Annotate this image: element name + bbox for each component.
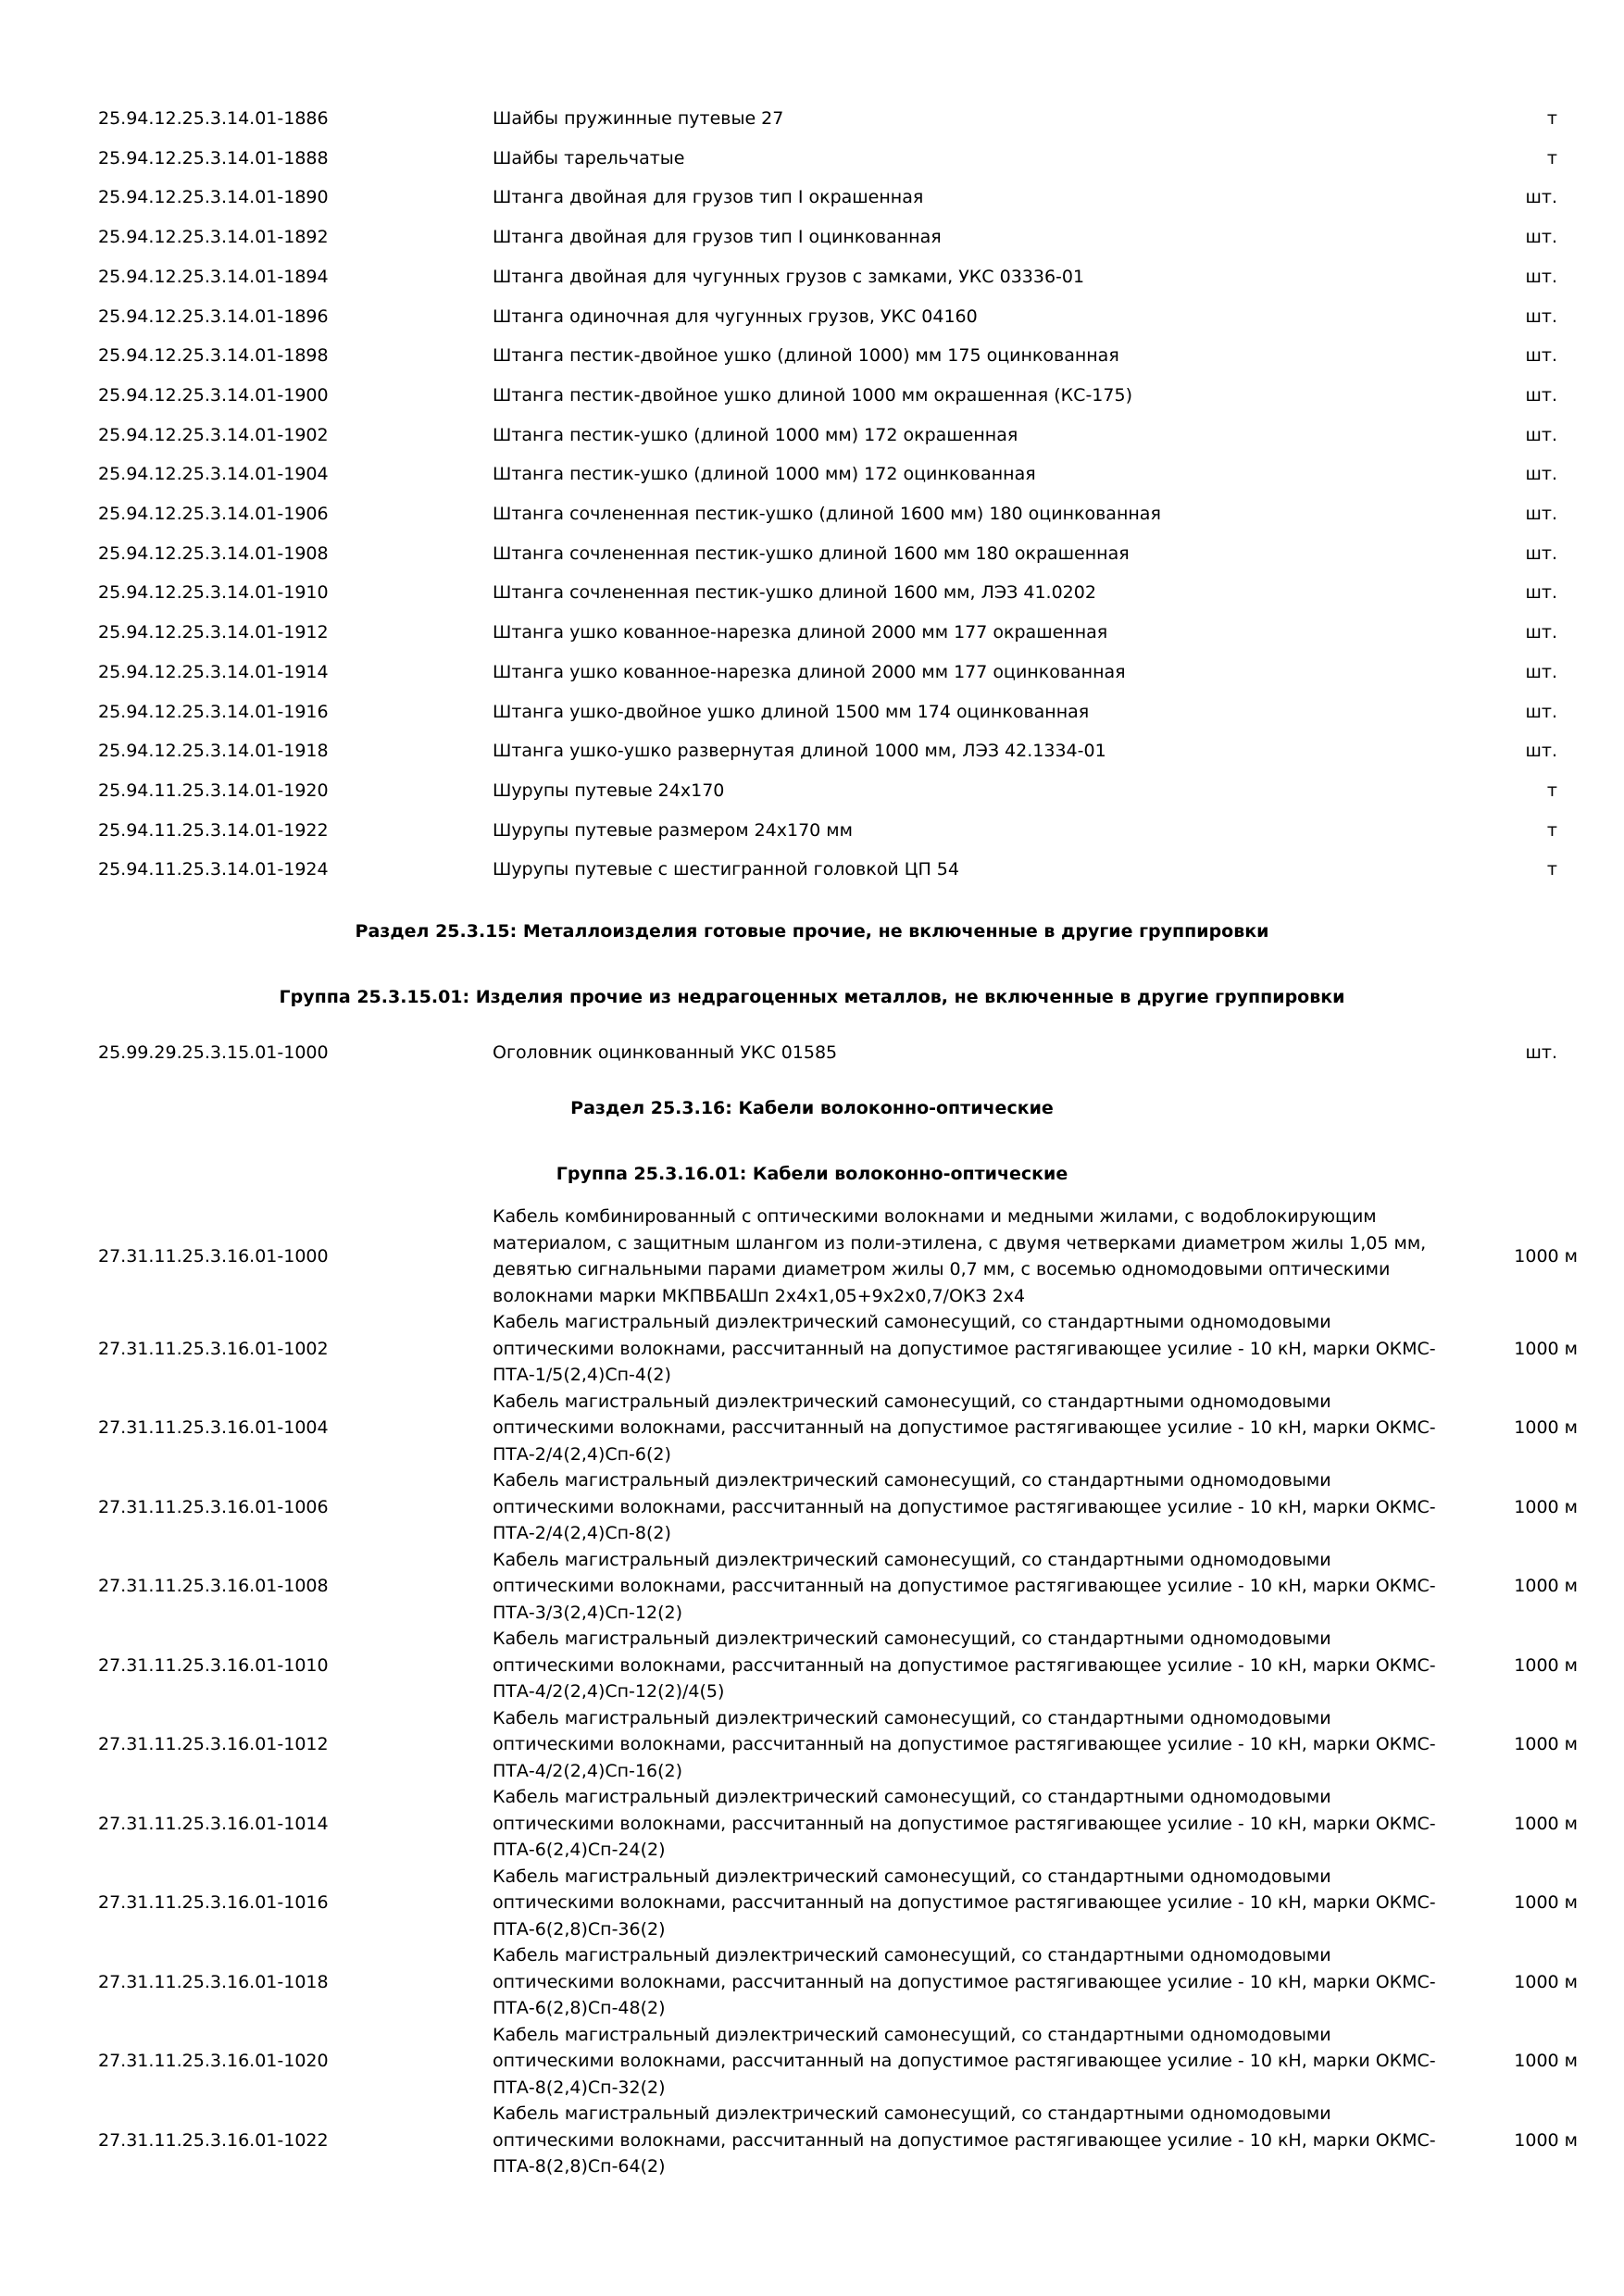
row-name: Шайбы пружинные путевые 27 xyxy=(493,108,784,129)
row-code: 25.94.12.25.3.14.01-1902 xyxy=(98,424,329,445)
row-unit: шт. xyxy=(1525,345,1557,367)
row-name-line: оптическими волокнами, рассчитанный на допустимое растягивающее усилие - 10 кН, марки ОКМС- xyxy=(493,2129,1436,2151)
row-unit: шт. xyxy=(1525,741,1557,762)
table-row xyxy=(0,1309,1624,1389)
row-code: 25.94.12.25.3.14.01-1890 xyxy=(98,187,329,208)
row-code: 25.94.11.25.3.14.01-1920 xyxy=(98,780,329,801)
row-name xyxy=(493,1626,1437,1705)
row-code: 25.94.12.25.3.14.01-1886 xyxy=(98,108,329,129)
row-code: 27.31.11.25.3.16.01-1010 xyxy=(98,1654,329,1676)
row-name-line: материалом, с защитным шлангом из поли-этилена, с двумя четверками диаметром жилы 1,05 мм, xyxy=(493,1232,1427,1254)
row-name-line: оптическими волокнами, рассчитанный на допустимое растягивающее усилие - 10 кН, марки ОКМС- xyxy=(493,1813,1436,1834)
row-name xyxy=(493,2022,1437,2102)
row-code: 27.31.11.25.3.16.01-1008 xyxy=(98,1576,329,1597)
row-name-line: Кабель магистральный диэлектрический самонесущий, со стандартными одномодовыми xyxy=(493,1945,1331,1965)
row-name-line: Кабель магистральный диэлектрический самонесущий, со стандартными одномодовыми xyxy=(493,1391,1331,1412)
row-name-line: девятью сигнальными парами диаметром жилы 0,7 мм, с восемью одномодовыми оптическими xyxy=(493,1259,1391,1279)
row-unit: шт. xyxy=(1525,1042,1557,1063)
row-name-line: оптическими волокнами, рассчитанный на допустимое растягивающее усилие - 10 кН, марки ОКМС- xyxy=(493,1734,1436,1754)
row-code: 27.31.11.25.3.16.01-1016 xyxy=(98,1892,329,1914)
row-code: 25.94.12.25.3.14.01-1910 xyxy=(98,582,329,604)
group-heading-25-3-15-01: Группа 25.3.15.01: Изделия прочие из недрагоценных металлов, не включенные в другие группировки xyxy=(279,987,1345,1007)
row-code: 25.94.12.25.3.14.01-1892 xyxy=(98,227,329,248)
row-unit: шт. xyxy=(1525,306,1557,327)
table-row xyxy=(0,1389,1624,1468)
row-unit: 1000 м xyxy=(1514,1496,1578,1517)
row-unit: шт. xyxy=(1525,266,1557,287)
row-name-line: Кабель магистральный диэлектрический самонесущий, со стандартными одномодовыми xyxy=(493,2103,1331,2124)
row-name: Штанга пестик-двойное ушко (длиной 1000) мм 175 оцинкованная xyxy=(493,345,1119,367)
row-name: Шурупы путевые 24х170 xyxy=(493,780,725,801)
row-unit: шт. xyxy=(1525,384,1557,406)
row-name: Шурупы путевые размером 24х170 мм xyxy=(493,819,853,841)
row-code: 27.31.11.25.3.16.01-1020 xyxy=(98,2051,329,2072)
table-row xyxy=(0,1204,1624,1309)
group-heading-25-3-16-01: Группа 25.3.16.01: Кабели волоконно-оптические xyxy=(556,1164,1068,1184)
row-unit: шт. xyxy=(1525,661,1557,682)
row-unit: т xyxy=(1546,147,1557,168)
row-name: Штанга ушко-ушко развернутая длиной 1000 мм, ЛЭЗ 42.1334-01 xyxy=(493,741,1106,762)
row-name-line: ПТА-6(2,8)Сп-36(2) xyxy=(493,1918,666,1940)
row-unit: 1000 м xyxy=(1514,1246,1578,1267)
row-unit: шт. xyxy=(1525,227,1557,248)
row-name-line: оптическими волокнами, рассчитанный на допустимое растягивающее усилие - 10 кН, марки ОКМС- xyxy=(493,1654,1436,1676)
row-name: Штанга сочлененная пестик-ушко длиной 1600 мм 180 окрашенная xyxy=(493,543,1130,564)
table-row xyxy=(0,1705,1624,1785)
row-code: 25.94.12.25.3.14.01-1912 xyxy=(98,622,329,643)
row-name xyxy=(493,1309,1437,1389)
row-unit: т xyxy=(1546,819,1557,841)
table-row xyxy=(0,2101,1624,2180)
row-unit: 1000 м xyxy=(1514,1576,1578,1597)
row-name-line: ПТА-1/5(2,4)Сп-4(2) xyxy=(493,1365,671,1385)
row-code: 27.31.11.25.3.16.01-1006 xyxy=(98,1496,329,1517)
row-unit: шт. xyxy=(1525,622,1557,643)
table-row xyxy=(0,1547,1624,1627)
row-unit: т xyxy=(1546,859,1557,880)
row-code: 25.99.29.25.3.15.01-1000 xyxy=(98,1042,329,1063)
row-unit: 1000 м xyxy=(1514,1971,1578,1992)
row-name: Оголовник оцинкованный УКС 01585 xyxy=(493,1042,838,1063)
row-code: 27.31.11.25.3.16.01-1004 xyxy=(98,1417,329,1439)
row-name-line: ПТА-8(2,8)Сп-64(2) xyxy=(493,2156,666,2177)
table-row xyxy=(0,1626,1624,1705)
row-name-line: Кабель магистральный диэлектрический самонесущий, со стандартными одномодовыми xyxy=(493,1866,1331,1887)
row-unit: шт. xyxy=(1525,504,1557,524)
section-heading-25-3-16: Раздел 25.3.16: Кабели волоконно-оптические xyxy=(570,1098,1054,1118)
row-name-line: оптическими волокнами, рассчитанный на допустимое растягивающее усилие - 10 кН, марки ОКМС- xyxy=(493,2051,1436,2071)
row-code: 25.94.12.25.3.14.01-1906 xyxy=(98,504,329,524)
row-code: 25.94.12.25.3.14.01-1896 xyxy=(98,306,329,327)
row-unit: т xyxy=(1546,108,1557,129)
row-name: Штанга двойная для чугунных грузов с замками, УКС 03336-01 xyxy=(493,266,1085,287)
row-unit: 1000 м xyxy=(1514,2051,1578,2072)
row-name xyxy=(493,1389,1437,1468)
row-code: 25.94.12.25.3.14.01-1908 xyxy=(98,543,329,564)
table-row xyxy=(0,1784,1624,1864)
row-name-line: оптическими волокнами, рассчитанный на допустимое растягивающее усилие - 10 кН, марки ОКМС- xyxy=(493,1496,1436,1517)
row-code: 27.31.11.25.3.16.01-1012 xyxy=(98,1734,329,1755)
row-name xyxy=(493,1784,1437,1864)
row-unit: шт. xyxy=(1525,701,1557,722)
row-name: Штанга пестик-ушко (длиной 1000 мм) 172 оцинкованная xyxy=(493,464,1036,485)
row-name xyxy=(493,1204,1437,1309)
row-name: Штанга пестик-ушко (длиной 1000 мм) 172 окрашенная xyxy=(493,424,1018,445)
row-name: Штанга одиночная для чугунных грузов, УКС 04160 xyxy=(493,306,978,327)
row-unit: шт. xyxy=(1525,582,1557,604)
row-unit: 1000 м xyxy=(1514,1654,1578,1676)
row-code: 25.94.11.25.3.14.01-1924 xyxy=(98,859,329,880)
row-name-line: ПТА-6(2,4)Сп-24(2) xyxy=(493,1840,666,1860)
row-code: 27.31.11.25.3.16.01-1022 xyxy=(98,2129,329,2151)
row-name-line: оптическими волокнами, рассчитанный на допустимое растягивающее усилие - 10 кН, марки ОКМС- xyxy=(493,1892,1436,1913)
section-heading-25-3-15: Раздел 25.3.15: Металлоизделия готовые прочие, не включенные в другие группировки xyxy=(355,921,1269,942)
row-name: Штанга ушко кованное-нарезка длиной 2000 мм 177 оцинкованная xyxy=(493,661,1126,682)
row-name-line: оптическими волокнами, рассчитанный на допустимое растягивающее усилие - 10 кН, марки ОКМС- xyxy=(493,1576,1436,1596)
row-name: Шайбы тарельчатые xyxy=(493,147,685,168)
row-name-line: Кабель магистральный диэлектрический самонесущий, со стандартными одномодовыми xyxy=(493,2024,1331,2045)
row-unit: 1000 м xyxy=(1514,1734,1578,1755)
row-unit: 1000 м xyxy=(1514,1892,1578,1914)
row-code: 25.94.12.25.3.14.01-1916 xyxy=(98,701,329,722)
row-code: 27.31.11.25.3.16.01-1000 xyxy=(98,1246,329,1267)
row-name xyxy=(493,1942,1437,2022)
row-code: 25.94.12.25.3.14.01-1900 xyxy=(98,384,329,406)
row-unit: шт. xyxy=(1525,424,1557,445)
row-code: 27.31.11.25.3.16.01-1018 xyxy=(98,1971,329,1992)
row-unit: шт. xyxy=(1525,464,1557,485)
row-name: Штанга сочлененная пестик-ушко длиной 1600 мм, ЛЭЗ 41.0202 xyxy=(493,582,1096,604)
row-name-line: Кабель магистральный диэлектрический самонесущий, со стандартными одномодовыми xyxy=(493,1628,1331,1649)
row-name-line: Кабель магистральный диэлектрический самонесущий, со стандартными одномодовыми xyxy=(493,1549,1331,1570)
row-name: Штанга пестик-двойное ушко длиной 1000 мм окрашенная (КС-175) xyxy=(493,384,1132,406)
row-name-line: ПТА-6(2,8)Сп-48(2) xyxy=(493,1998,666,2018)
row-unit: т xyxy=(1546,780,1557,801)
row-name xyxy=(493,1547,1437,1627)
row-code: 27.31.11.25.3.16.01-1014 xyxy=(98,1813,329,1834)
row-code: 25.94.12.25.3.14.01-1898 xyxy=(98,345,329,367)
row-unit: 1000 м xyxy=(1514,1338,1578,1359)
row-name-line: ПТА-4/2(2,4)Сп-12(2)/4(5) xyxy=(493,1681,725,1702)
row-name-line: Кабель магистральный диэлектрический самонесущий, со стандартными одномодовыми xyxy=(493,1707,1331,1728)
row-unit: шт. xyxy=(1525,187,1557,208)
row-name-line: оптическими волокнами, рассчитанный на допустимое растягивающее усилие - 10 кН, марки ОКМС- xyxy=(493,1338,1436,1359)
row-name xyxy=(493,1705,1437,1785)
row-name-line: оптическими волокнами, рассчитанный на допустимое растягивающее усилие - 10 кН, марки ОКМС- xyxy=(493,1971,1436,1992)
table-row xyxy=(0,2022,1624,2102)
row-name xyxy=(493,2101,1437,2180)
row-name-line: Кабель магистральный диэлектрический самонесущий, со стандартными одномодовыми xyxy=(493,1787,1331,1807)
row-name-line: Кабель магистральный диэлектрический самонесущий, со стандартными одномодовыми xyxy=(493,1470,1331,1491)
row-name: Штанга ушко-двойное ушко длиной 1500 мм 174 оцинкованная xyxy=(493,701,1090,722)
table-row xyxy=(0,1864,1624,1943)
row-name: Штанга сочлененная пестик-ушко (длиной 1600 мм) 180 оцинкованная xyxy=(493,504,1161,524)
row-code: 27.31.11.25.3.16.01-1002 xyxy=(98,1338,329,1359)
row-name: Штанга ушко кованное-нарезка длиной 2000 мм 177 окрашенная xyxy=(493,622,1108,643)
row-name: Шурупы путевые с шестигранной головкой ЦП 54 xyxy=(493,859,959,880)
row-name-line: ПТА-3/3(2,4)Сп-12(2) xyxy=(493,1602,683,1623)
row-unit: 1000 м xyxy=(1514,1417,1578,1439)
row-name-line: волокнами марки МКПВБАШп 2х4х1,05+9х2х0,7/ОКЗ 2х4 xyxy=(493,1285,1026,1306)
row-code: 25.94.12.25.3.14.01-1918 xyxy=(98,741,329,762)
row-unit: 1000 м xyxy=(1514,2129,1578,2151)
table-row xyxy=(0,1467,1624,1547)
row-name xyxy=(493,1864,1437,1943)
row-name-line: ПТА-4/2(2,4)Сп-16(2) xyxy=(493,1760,683,1781)
row-name xyxy=(493,1467,1437,1547)
row-name-line: ПТА-2/4(2,4)Сп-8(2) xyxy=(493,1523,671,1543)
row-name-line: Кабель комбинированный с оптическими волокнами и медными жилами, с водоблокирующим xyxy=(493,1206,1377,1227)
row-code: 25.94.12.25.3.14.01-1914 xyxy=(98,661,329,682)
row-name: Штанга двойная для грузов тип I окрашенная xyxy=(493,187,924,208)
row-unit: шт. xyxy=(1525,543,1557,564)
row-unit: 1000 м xyxy=(1514,1813,1578,1834)
row-name-line: оптическими волокнами, рассчитанный на допустимое растягивающее усилие - 10 кН, марки ОКМС- xyxy=(493,1417,1436,1438)
row-name-line: Кабель магистральный диэлектрический самонесущий, со стандартными одномодовыми xyxy=(493,1312,1331,1332)
table-row xyxy=(0,1942,1624,2022)
row-code: 25.94.12.25.3.14.01-1904 xyxy=(98,464,329,485)
row-name: Штанга двойная для грузов тип I оцинкованная xyxy=(493,227,942,248)
row-code: 25.94.12.25.3.14.01-1888 xyxy=(98,147,329,168)
row-name-line: ПТА-2/4(2,4)Сп-6(2) xyxy=(493,1443,671,1465)
row-code: 25.94.11.25.3.14.01-1922 xyxy=(98,819,329,841)
row-name-line: ПТА-8(2,4)Сп-32(2) xyxy=(493,2077,666,2098)
row-code: 25.94.12.25.3.14.01-1894 xyxy=(98,266,329,287)
